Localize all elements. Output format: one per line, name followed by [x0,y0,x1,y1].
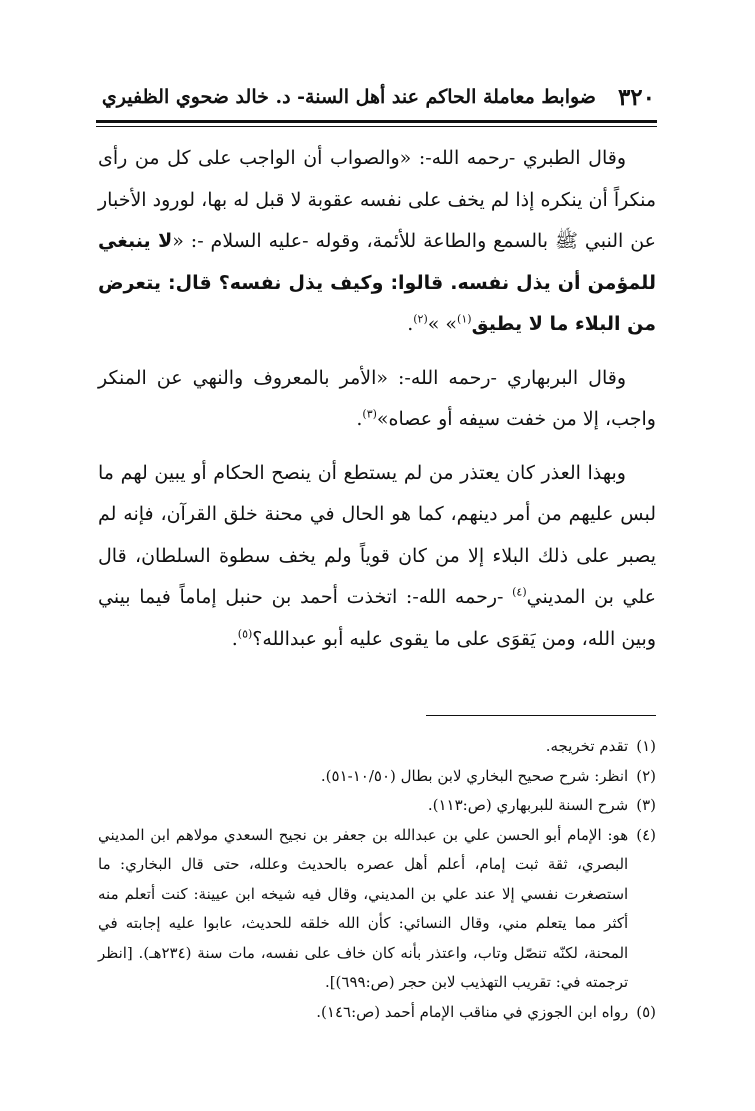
footnote-number: (٥) [636,1002,656,1021]
footnote-item [98,998,656,1028]
footnote-ref: (٢) [413,312,428,326]
footnote-text: هو: الإمام أبو الحسن علي بن عبدالله بن جعفر بن نجيح السعدي مولاهم ابن المديني البصري، ثقة ثبت إمام، أعلم أهل عصره بالحديث وعلله، حتى قال البخاري: ما استصغرت نفسي إلا عند علي بن المديني، وقال فيه شيخه ابن عيينة: كنت أتعلم منه أكثر مما يتعلم مني، وقال النسائي: كأن الله خلقه للحديث، عابوا عليه إجابته في المحنة، لكنّه تنصّل وتاب، واعتذر بأنه كان خاف على نفسه، مات سنة (٢٣٤هـ). [انظر ترجمته في: تقريب التهذيب لابن حجر (ص:٦٩٩)]. [98,825,629,991]
paragraph-excuse [98,453,656,661]
footnote-item [98,791,656,821]
period: . [356,408,363,430]
main-text [98,138,656,660]
footnote-text: انظر: شرح صحيح البخاري لابن بطال (١٠/٥٠-٥١). [320,766,629,785]
footnote-text: تقدم تخريجه. [545,737,629,755]
page-number: ٣٢٠ [617,83,655,111]
paragraph-text: وقال البربهاري -رحمه الله-: «الأمر بالمعروف والنهي عن المنكر واجب، إلا من خفت سيفه أو عصاه» [98,366,656,430]
paragraph-text: وبهذا العذر كان يعتذر من لم يستطع أن ينصح الحكام أو يبين لهم ما لبس عليهم من أمر دينهم، كما هو الحال في محنة خلق القرآن، فإنه لم يصبر على ذلك البلاء إلا من كان قوياً ولم يخف سطوة السلطان، قال علي بن المديني [98,461,656,608]
hadith-text: لا ينبغي للمؤمن أن يذل نفسه. قالوا: وكيف يذل نفسه؟ قال: يتعرض من البلاء ما لا يطيق [98,230,656,335]
paragraph-tabari [98,138,656,346]
footnote-text: رواه ابن الجوزي في مناقب الإمام أحمد (ص:١٤٦). [316,1002,629,1021]
footnote-ref: (٣) [362,407,377,421]
footnote-number: (٢) [636,766,656,785]
footnote-ref: (٤) [512,585,527,599]
paragraph-text: -رحمه الله-: اتخذت أحمد بن حنبل إماماً فيما بيني وبين الله، ومن يَقوَى على ما يقوى عليه أبو عبدالله؟ [98,586,656,650]
running-title: ضوابط معاملة الحاكم عند أهل السنة- د. خالد ضحوي الظفيري [101,86,596,108]
footnote-number: (٣) [636,796,656,814]
footnote-ref: (١) [457,312,472,326]
header-rule-thin [96,126,657,127]
period: . [407,313,414,335]
header-rule-thick [96,120,657,123]
closing-quotes: » » [427,313,458,335]
footnote-text: شرح السنة للبربهاري (ص:١١٣). [427,796,629,814]
footnotes [98,732,656,1027]
footnote-item [98,732,656,762]
paragraph-barbahari [98,358,656,441]
footnote-separator [426,715,656,716]
period: . [231,627,238,650]
paragraph-text: وقال الطبري -رحمه الله-: «والصواب أن الواجب على كل من رأى منكراً أن ينكره إذا لم يخف على نفسه عقوبة لا قبل له بها، لورود الأخبار عن النبي ﷺ بالسمع والطاعة للأئمة، وقوله -عليه السلام -: « [98,147,656,252]
footnote-item [98,762,656,792]
footnote-number: (٤) [636,825,656,844]
page-header [98,80,655,114]
footnote-item [98,821,656,998]
footnote-number: (١) [636,737,656,755]
footnote-ref: (٥) [237,627,253,641]
